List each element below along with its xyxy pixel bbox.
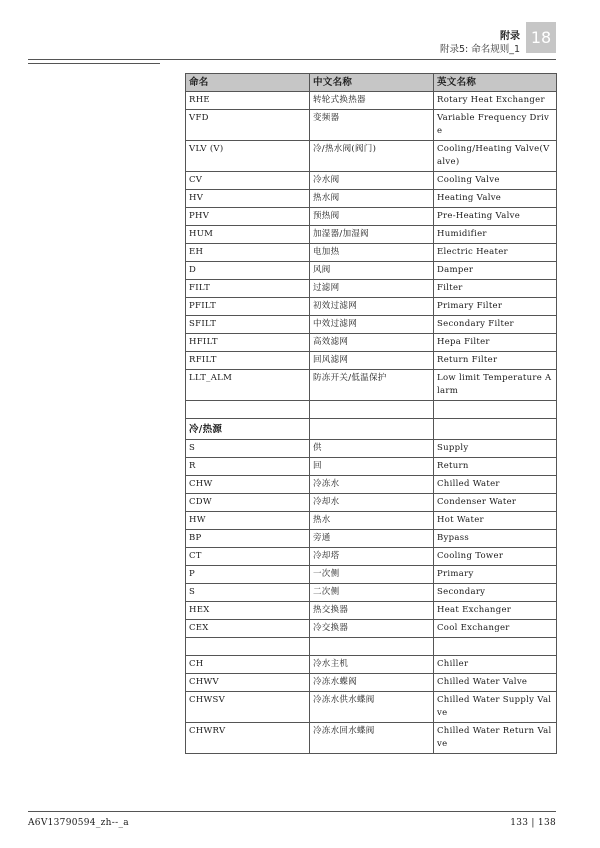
table-row bbox=[186, 110, 557, 141]
cell-en: Primary Filter bbox=[434, 298, 557, 316]
cell-zh: 转轮式换热器 bbox=[310, 92, 434, 110]
cell-zh: 冷/热水阀(阀门) bbox=[310, 141, 434, 172]
column-header-code: 命名 bbox=[186, 74, 310, 92]
cell-code: HFILT bbox=[186, 334, 310, 352]
cell-en: Return Filter bbox=[434, 352, 557, 370]
cell-zh: 冷冻水 bbox=[310, 476, 434, 494]
cell-en: Chilled Water Return Valve bbox=[434, 723, 557, 754]
cell-zh: 初效过滤网 bbox=[310, 298, 434, 316]
table-body bbox=[186, 92, 557, 754]
column-header-english-name: 英文名称 bbox=[434, 74, 557, 92]
cell-code: RHE bbox=[186, 92, 310, 110]
table-row bbox=[186, 692, 557, 723]
table-row bbox=[186, 401, 557, 419]
cell-en: Return bbox=[434, 458, 557, 476]
cell-code: FILT bbox=[186, 280, 310, 298]
cell-zh: 预热阀 bbox=[310, 208, 434, 226]
table-row bbox=[186, 244, 557, 262]
cell-en: Cooling/Heating Valve(Valve) bbox=[434, 141, 557, 172]
cell-en: Cool Exchanger bbox=[434, 620, 557, 638]
cell-en: Cooling Tower bbox=[434, 548, 557, 566]
cell-code: 冷/热源 bbox=[186, 419, 310, 440]
cell-en: Chiller bbox=[434, 656, 557, 674]
table-row bbox=[186, 226, 557, 244]
table-row bbox=[186, 370, 557, 401]
cell-zh: 热交换器 bbox=[310, 602, 434, 620]
cell-zh bbox=[310, 638, 434, 656]
cell-code: HEX bbox=[186, 602, 310, 620]
cell-zh: 冷冻水蝶阀 bbox=[310, 674, 434, 692]
table-row bbox=[186, 620, 557, 638]
table-row bbox=[186, 476, 557, 494]
cell-zh: 一次侧 bbox=[310, 566, 434, 584]
table-row bbox=[186, 458, 557, 476]
table-row bbox=[186, 208, 557, 226]
table-section-row bbox=[186, 419, 557, 440]
cell-zh: 热水 bbox=[310, 512, 434, 530]
cell-code: CH bbox=[186, 656, 310, 674]
page-number: 133 | 138 bbox=[510, 818, 556, 828]
cell-en: Hepa Filter bbox=[434, 334, 557, 352]
cell-en bbox=[434, 419, 557, 440]
cell-en: Filter bbox=[434, 280, 557, 298]
cell-zh: 变频器 bbox=[310, 110, 434, 141]
table-row bbox=[186, 316, 557, 334]
table-row bbox=[186, 656, 557, 674]
cell-zh: 过滤网 bbox=[310, 280, 434, 298]
cell-en: Chilled Water bbox=[434, 476, 557, 494]
table-row bbox=[186, 584, 557, 602]
cell-code: CHWSV bbox=[186, 692, 310, 723]
cell-zh: 冷水主机 bbox=[310, 656, 434, 674]
footer-divider bbox=[28, 811, 556, 812]
table-row bbox=[186, 190, 557, 208]
chapter-number-badge: 18 bbox=[526, 22, 556, 53]
table-row bbox=[186, 280, 557, 298]
cell-en: Bypass bbox=[434, 530, 557, 548]
cell-zh: 热水阀 bbox=[310, 190, 434, 208]
table-row bbox=[186, 172, 557, 190]
cell-en: Rotary Heat Exchanger bbox=[434, 92, 557, 110]
cell-code: PFILT bbox=[186, 298, 310, 316]
cell-zh bbox=[310, 401, 434, 419]
cell-en: Cooling Valve bbox=[434, 172, 557, 190]
cell-zh: 加湿器/加湿阀 bbox=[310, 226, 434, 244]
cell-code: CHW bbox=[186, 476, 310, 494]
cell-zh: 冷冻水回水蝶阀 bbox=[310, 723, 434, 754]
cell-zh: 高效滤网 bbox=[310, 334, 434, 352]
cell-zh: 回 bbox=[310, 458, 434, 476]
cell-zh: 供 bbox=[310, 440, 434, 458]
table-row bbox=[186, 141, 557, 172]
cell-code: P bbox=[186, 566, 310, 584]
table-row bbox=[186, 566, 557, 584]
cell-zh: 回风滤网 bbox=[310, 352, 434, 370]
cell-code bbox=[186, 638, 310, 656]
table-row bbox=[186, 352, 557, 370]
cell-code: LLT_ALM bbox=[186, 370, 310, 401]
document-id: A6V13790594_zh--_a bbox=[28, 818, 129, 828]
naming-rules-table bbox=[185, 73, 557, 754]
cell-code: RFILT bbox=[186, 352, 310, 370]
table-row bbox=[186, 512, 557, 530]
table-row bbox=[186, 92, 557, 110]
cell-en bbox=[434, 638, 557, 656]
cell-en bbox=[434, 401, 557, 419]
table-row bbox=[186, 602, 557, 620]
cell-zh: 冷交换器 bbox=[310, 620, 434, 638]
cell-code: CT bbox=[186, 548, 310, 566]
cell-zh: 冷却塔 bbox=[310, 548, 434, 566]
table-row bbox=[186, 440, 557, 458]
section-title: 附录 bbox=[500, 31, 520, 42]
table-row bbox=[186, 262, 557, 280]
cell-en: Heat Exchanger bbox=[434, 602, 557, 620]
table-header-row bbox=[186, 74, 557, 92]
cell-en: Primary bbox=[434, 566, 557, 584]
cell-zh: 冷冻水供水蝶阀 bbox=[310, 692, 434, 723]
cell-code: CEX bbox=[186, 620, 310, 638]
section-subtitle: 附录5: 命名规则_1 bbox=[439, 44, 520, 55]
cell-code: CHWV bbox=[186, 674, 310, 692]
cell-en: Low limit Temperature Alarm bbox=[434, 370, 557, 401]
column-header-chinese-name: 中文名称 bbox=[310, 74, 434, 92]
cell-code bbox=[186, 401, 310, 419]
table-row bbox=[186, 334, 557, 352]
cell-code: PHV bbox=[186, 208, 310, 226]
cell-zh: 冷却水 bbox=[310, 494, 434, 512]
cell-en: Pre-Heating Valve bbox=[434, 208, 557, 226]
margin-divider bbox=[28, 63, 160, 64]
cell-en: Supply bbox=[434, 440, 557, 458]
cell-zh: 中效过滤网 bbox=[310, 316, 434, 334]
table-row bbox=[186, 674, 557, 692]
cell-en: Condenser Water bbox=[434, 494, 557, 512]
table-row bbox=[186, 548, 557, 566]
cell-code: HW bbox=[186, 512, 310, 530]
table-row bbox=[186, 723, 557, 754]
cell-code: CHWRV bbox=[186, 723, 310, 754]
table-row bbox=[186, 494, 557, 512]
cell-code: R bbox=[186, 458, 310, 476]
cell-code: S bbox=[186, 440, 310, 458]
cell-code: BP bbox=[186, 530, 310, 548]
cell-zh: 电加热 bbox=[310, 244, 434, 262]
cell-code: HV bbox=[186, 190, 310, 208]
cell-en: Chilled Water Supply Valve bbox=[434, 692, 557, 723]
cell-en: Chilled Water Valve bbox=[434, 674, 557, 692]
cell-en: Humidifier bbox=[434, 226, 557, 244]
cell-en: Hot Water bbox=[434, 512, 557, 530]
cell-zh: 旁通 bbox=[310, 530, 434, 548]
cell-zh bbox=[310, 419, 434, 440]
cell-code: SFILT bbox=[186, 316, 310, 334]
table-row bbox=[186, 530, 557, 548]
header-divider bbox=[28, 59, 556, 60]
table-row bbox=[186, 298, 557, 316]
cell-code: EH bbox=[186, 244, 310, 262]
cell-code: VFD bbox=[186, 110, 310, 141]
table-row bbox=[186, 638, 557, 656]
cell-en: Heating Valve bbox=[434, 190, 557, 208]
cell-zh: 防冻开关/低温保护 bbox=[310, 370, 434, 401]
cell-zh: 风阀 bbox=[310, 262, 434, 280]
cell-code: CDW bbox=[186, 494, 310, 512]
cell-code: CV bbox=[186, 172, 310, 190]
cell-code: S bbox=[186, 584, 310, 602]
cell-zh: 二次侧 bbox=[310, 584, 434, 602]
cell-en: Secondary bbox=[434, 584, 557, 602]
cell-zh: 冷水阀 bbox=[310, 172, 434, 190]
cell-code: HUM bbox=[186, 226, 310, 244]
cell-en: Electric Heater bbox=[434, 244, 557, 262]
cell-en: Damper bbox=[434, 262, 557, 280]
cell-code: VLV (V) bbox=[186, 141, 310, 172]
cell-en: Variable Frequency Drive bbox=[434, 110, 557, 141]
cell-en: Secondary Filter bbox=[434, 316, 557, 334]
cell-code: D bbox=[186, 262, 310, 280]
